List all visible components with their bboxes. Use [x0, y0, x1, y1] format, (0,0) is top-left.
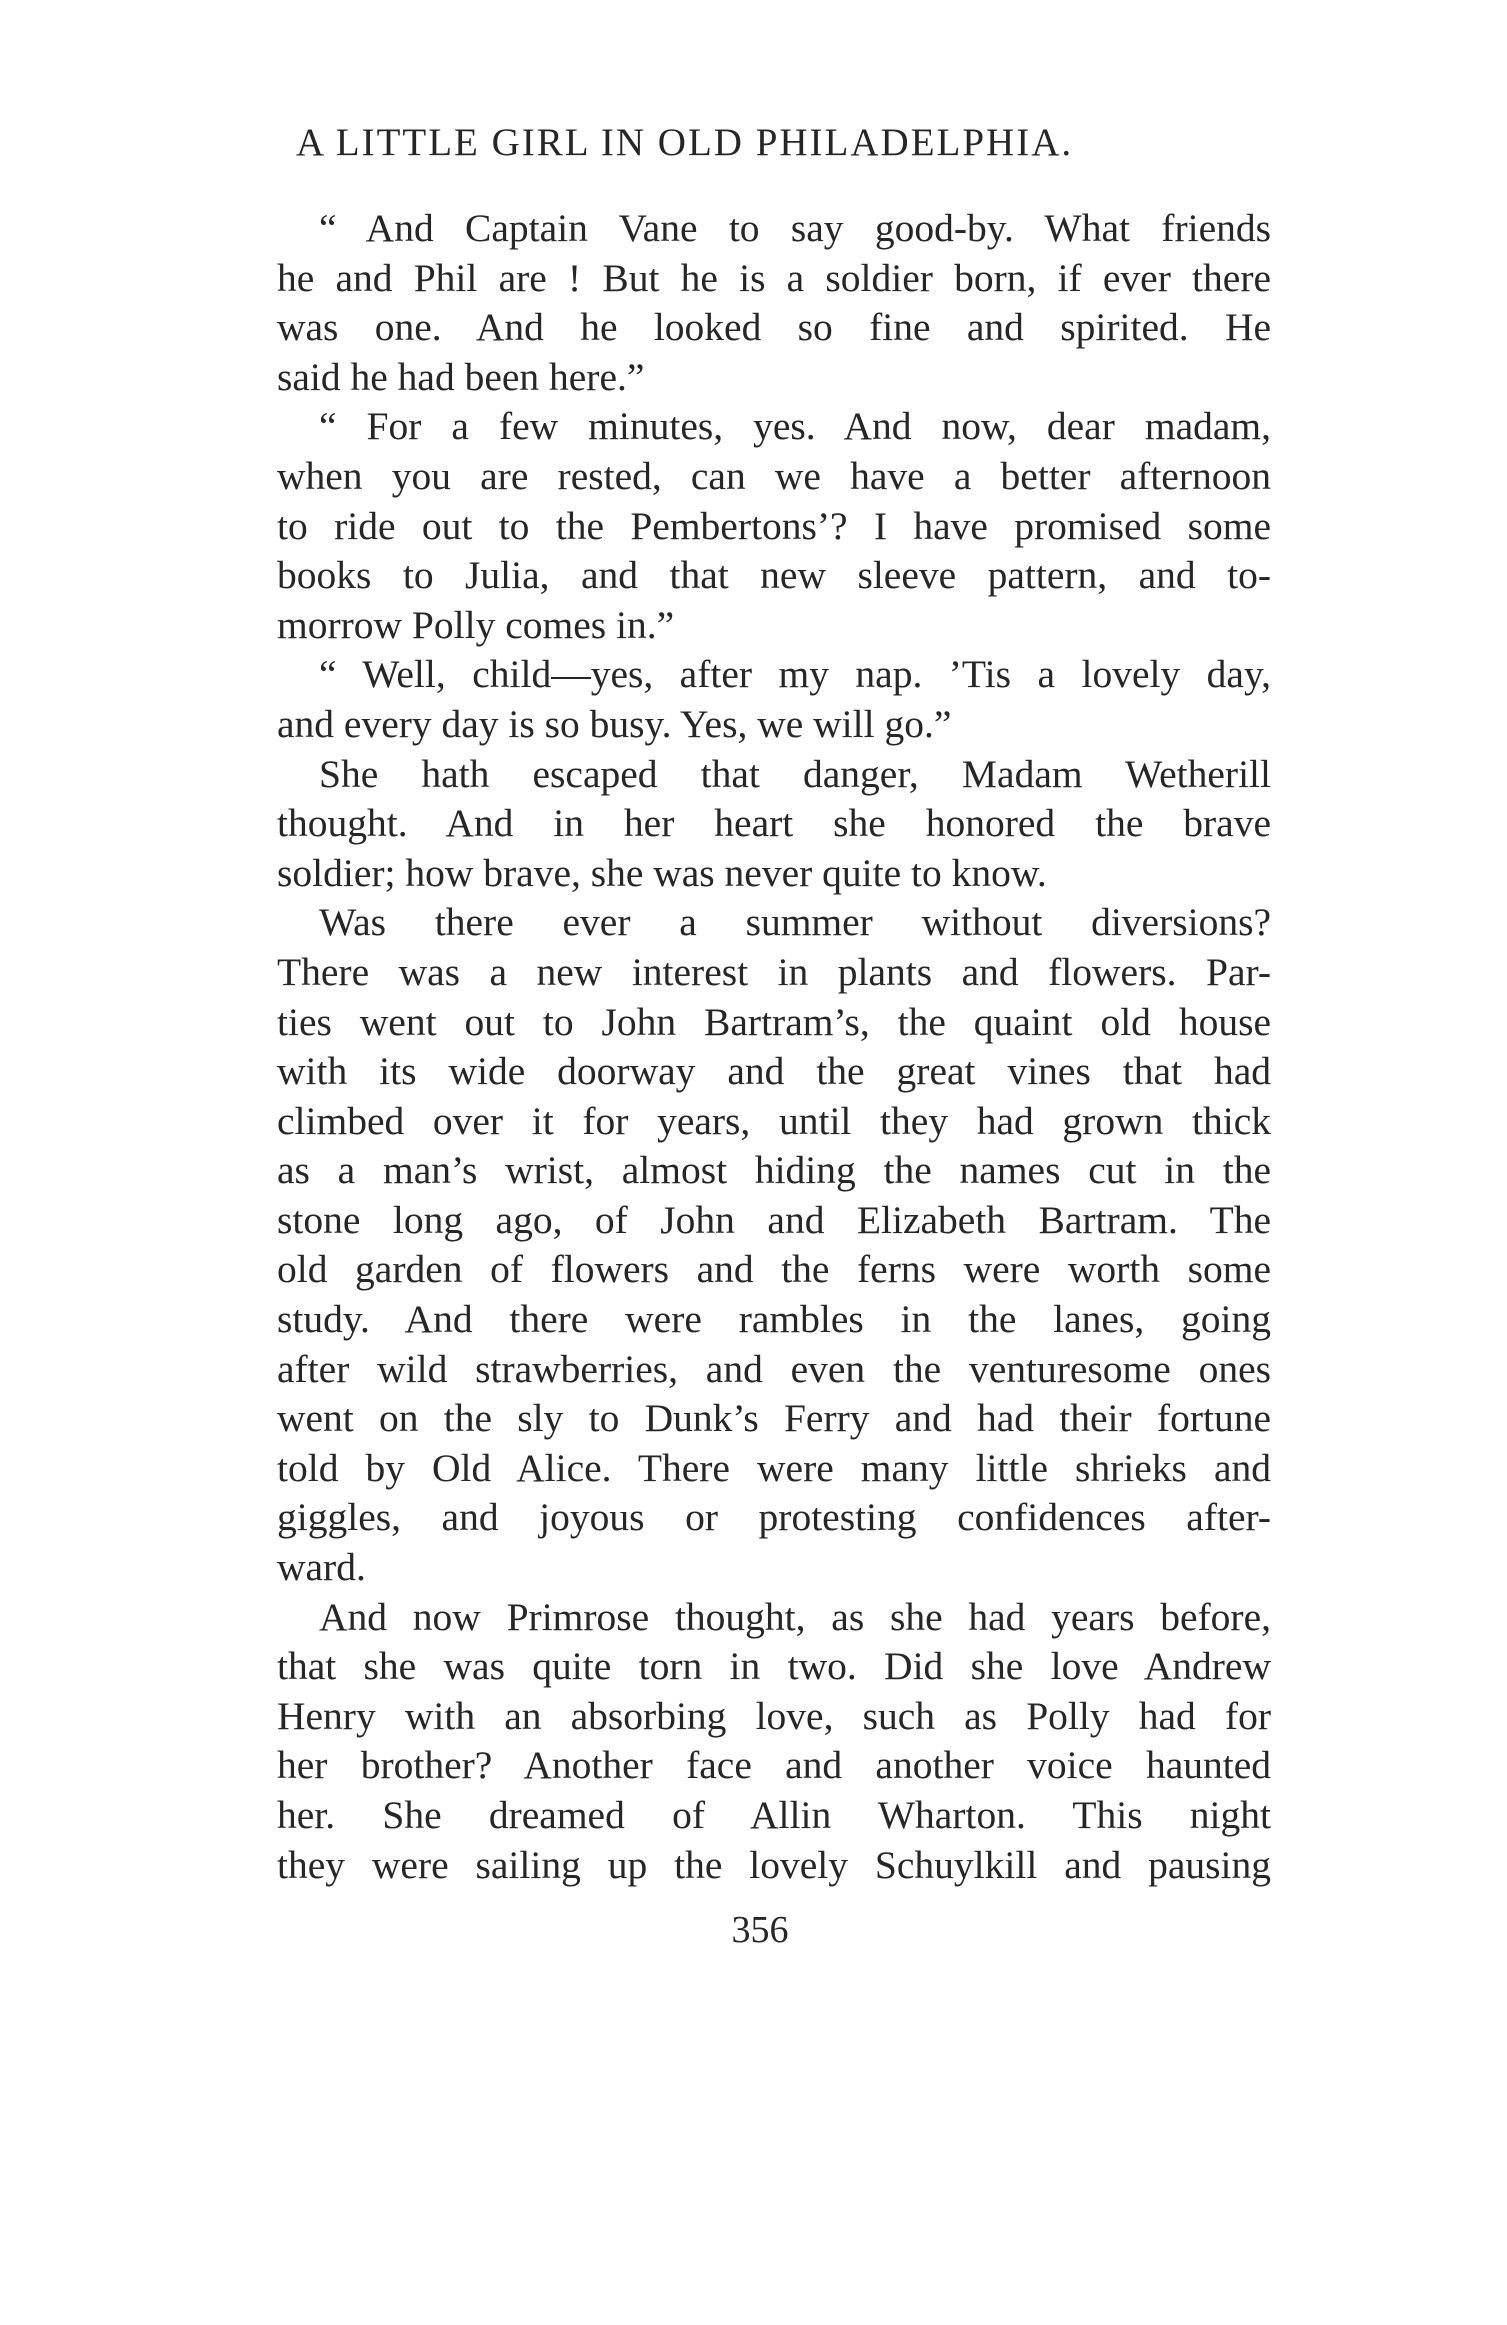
text-line: “ For a few minutes, yes. And now, dear madam, [319, 404, 1271, 449]
text-line: books to Julia, and that new sleeve pattern, and to- [277, 553, 1271, 598]
text-line: her. She dreamed of Allin Wharton. This night [277, 1793, 1271, 1837]
text-line: they were sailing up the lovely Schuylkill and pausing [277, 1842, 1271, 1887]
text-line: after wild strawberries, and even the venturesome ones [277, 1346, 1271, 1391]
text-line: to ride out to the Pembertons’? I have promised some [277, 503, 1271, 548]
text-line: giggles, and joyous or protesting confidences after- [277, 1495, 1271, 1540]
text-line: “ Well, child—yes, after my nap. ’Tis a lovely day, [319, 652, 1271, 697]
text-line: told by Old Alice. There were many little shrieks and [277, 1445, 1271, 1490]
text-line: thought. And in her heart she honored the brave [277, 801, 1271, 846]
text-line: And now Primrose thought, as she had years before, [319, 1594, 1271, 1639]
text-line: and every day is so busy. Yes, we will go.” [277, 701, 952, 746]
text-line: with its wide doorway and the great vines that had [277, 1049, 1271, 1094]
running-head: A LITTLE GIRL IN OLD PHILADELPHIA. [296, 121, 1074, 164]
text-line: There was a new interest in plants and flowers. Par- [277, 949, 1271, 994]
text-line: soldier; how brave, she was never quite to know. [277, 850, 1047, 895]
text-line: went on the sly to Dunk’s Ferry and had their fortune [277, 1396, 1271, 1441]
text-line: She hath escaped that danger, Madam Wetherill [319, 751, 1271, 796]
text-line: ties went out to John Bartram’s, the quaint old house [277, 999, 1271, 1044]
text-line: Henry with an absorbing love, such as Polly had for [277, 1693, 1271, 1738]
text-line: that she was quite torn in two. Did she love Andrew [277, 1644, 1271, 1689]
page-number: 356 [731, 1909, 789, 1951]
text-line: morrow Polly comes in.” [277, 602, 675, 647]
text-line: “ And Captain Vane to say good-by. What friends [319, 206, 1271, 250]
text-line: when you are rested, can we have a better afternoon [277, 453, 1271, 498]
text-line: stone long ago, of John and Elizabeth Bartram. The [277, 1197, 1271, 1242]
text-line: study. And there were rambles in the lanes, going [277, 1297, 1271, 1342]
text-line: was one. And he looked so fine and spirited. He [277, 305, 1271, 350]
text-line: her brother? Another face and another voice haunted [277, 1743, 1271, 1788]
text-line: as a man’s wrist, almost hiding the names cut in the [277, 1148, 1271, 1193]
text-line: climbed over it for years, until they had grown thick [277, 1098, 1271, 1143]
body-text [277, 204, 1271, 1890]
text-line: said he had been here.” [277, 354, 645, 399]
text-line: old garden of flowers and the ferns were worth some [277, 1247, 1271, 1292]
text-line: Was there ever a summer without diversions? [319, 900, 1271, 945]
text-line: he and Phil are ! But he is a soldier born, if ever there [277, 255, 1271, 300]
text-line: ward. [277, 1545, 366, 1590]
